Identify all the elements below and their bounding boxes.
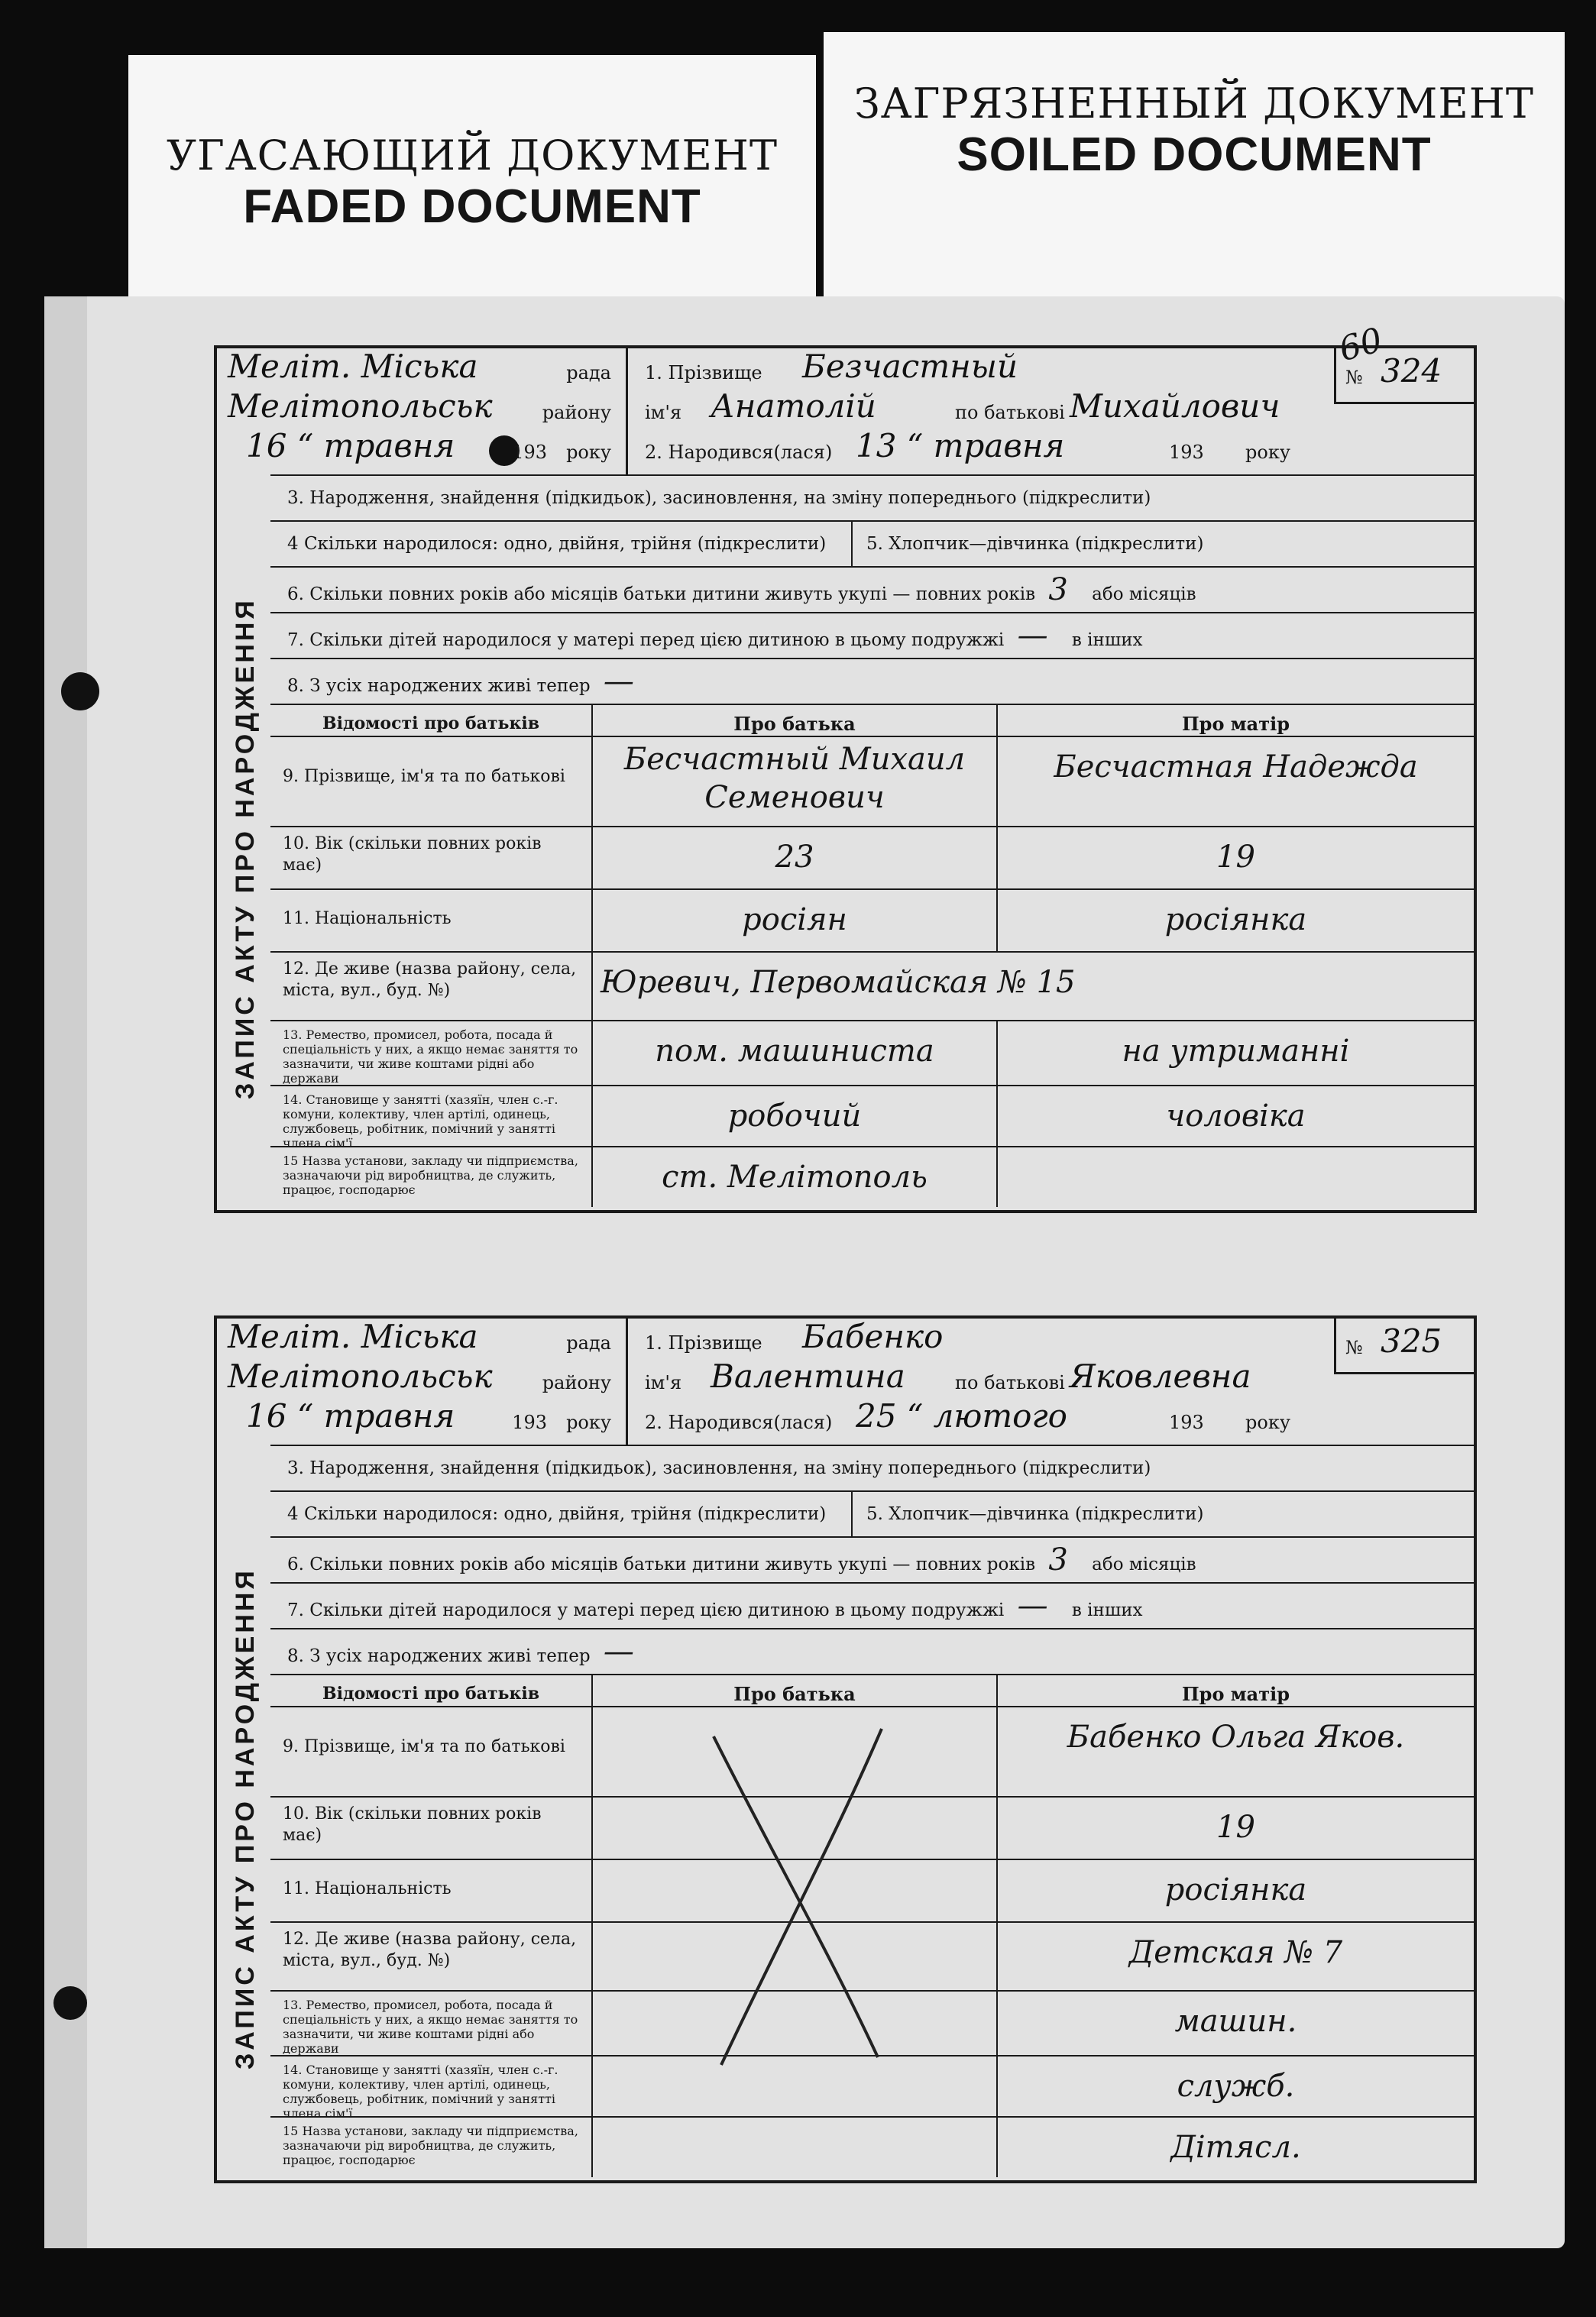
row-3 bbox=[270, 1445, 1474, 1490]
child-patronymic: Михайлович bbox=[1070, 387, 1280, 425]
side-label: ЗАПИС АКТУ ПРО НАРОДЖЕННЯ bbox=[231, 1568, 260, 2070]
birth-act-324 bbox=[214, 320, 1477, 1213]
children-before: — bbox=[1017, 618, 1048, 653]
row-5-text: 5. Хлопчик—дівчинка (підкреслити) bbox=[866, 534, 1204, 554]
col-info: Відомості про батьків bbox=[322, 1684, 539, 1704]
mother-status: чоловіка bbox=[1166, 1099, 1306, 1134]
r10-label: 10. Вік (скільки повних років має) bbox=[283, 834, 542, 875]
row-6 bbox=[270, 566, 1474, 612]
rayon-label: району bbox=[542, 1372, 611, 1393]
row-7-text: 7. Скільки дітей народилося у матері перед цією дитиною в цьому подружжі bbox=[287, 1600, 1005, 1620]
col-father: Про батька bbox=[591, 1675, 996, 1706]
header-registry bbox=[217, 348, 622, 474]
born-label: 2. Народився(лася) bbox=[645, 1412, 833, 1433]
col-info: Відомості про батьків bbox=[322, 714, 539, 733]
row-3 bbox=[270, 474, 1474, 520]
reg-date-value: 16 “ травня bbox=[246, 427, 455, 464]
child-name: Анатолій bbox=[711, 387, 876, 425]
reg-date-value: 16 “ травня bbox=[246, 1397, 455, 1435]
children-before: — bbox=[1017, 1588, 1048, 1623]
binding-spine bbox=[44, 296, 87, 2248]
roku-label: року bbox=[566, 1412, 611, 1433]
soiled-label-ru: ЗАГРЯЗНЕННЫЙ ДОКУМЕНТ bbox=[854, 79, 1534, 128]
act-number: 324 bbox=[1381, 352, 1442, 390]
alive-now: — bbox=[603, 1634, 634, 1669]
faded-document-label bbox=[128, 55, 816, 299]
mother-job: машин. bbox=[1174, 2004, 1297, 2039]
child-surname: Безчастный bbox=[802, 348, 1018, 385]
no-label: № bbox=[1345, 1337, 1363, 1358]
row-7 bbox=[270, 1582, 1474, 1628]
father-age: 23 bbox=[775, 840, 814, 875]
mother-work: Дітясл. bbox=[1170, 2130, 1301, 2165]
corner-pencil-mark: 60 bbox=[1335, 320, 1387, 370]
born-label: 2. Народився(лася) bbox=[645, 442, 833, 463]
address: Детская № 7 bbox=[1128, 1935, 1343, 1970]
years-together: 3 bbox=[1048, 572, 1068, 607]
faded-label-en: FADED DOCUMENT bbox=[243, 180, 701, 233]
row-8 bbox=[270, 1628, 1474, 1674]
r13-label: 13. Ремество, промисел, робота, посада й спеціальність у них, а якщо немає заняття то зазначити, чи живе коштами рідні або держави bbox=[283, 1998, 578, 2056]
faded-label-ru: УГАСАЮЩИЙ ДОКУМЕНТ bbox=[166, 131, 779, 180]
mother-job: на утриманні bbox=[1122, 1034, 1350, 1069]
district-value: Мелітопольськ bbox=[228, 387, 493, 425]
row-8-text: 8. З усіх народжених живі тепер bbox=[287, 1646, 591, 1666]
act-number-box bbox=[1334, 1319, 1474, 1374]
mother-age: 19 bbox=[1216, 840, 1255, 875]
father-work: ст. Мелітополь bbox=[662, 1160, 927, 1195]
years-together: 3 bbox=[1048, 1542, 1068, 1578]
row-7 bbox=[270, 612, 1474, 658]
row-3-text: 3. Народження, знайдення (підкидьок), засиновлення, на зміну попереднього (підкреслити) bbox=[287, 488, 1151, 508]
mother-name: Бесчастная Надежда bbox=[1054, 749, 1418, 785]
row-7-other: в інших bbox=[1071, 630, 1143, 650]
birth-date: 25 “ лютого bbox=[856, 1397, 1067, 1435]
name-label: ім'я bbox=[645, 402, 682, 423]
mother-age: 19 bbox=[1216, 1810, 1255, 1845]
r11-label: 11. Національність bbox=[283, 909, 452, 928]
row-4-5 bbox=[270, 520, 1474, 566]
row-7-other: в інших bbox=[1071, 1600, 1143, 1620]
row-6 bbox=[270, 1536, 1474, 1582]
year-prefix: 193 bbox=[512, 1412, 547, 1433]
patronymic-label: по батькові bbox=[955, 1372, 1065, 1393]
parents-table bbox=[270, 704, 1474, 1209]
r12-label: 12. Де живе (назва району, села, міста, вул., буд. №) bbox=[283, 959, 577, 1000]
year-prefix: 193 bbox=[1169, 1412, 1204, 1433]
no-label: № bbox=[1345, 367, 1363, 388]
r13-label: 13. Ремество, промисел, робота, посада й спеціальність у них, а якщо немає заняття то зазначити, чи живе коштами рідні або держави bbox=[283, 1027, 578, 1086]
r9-label: 9. Прізвище, ім'я та по батькові bbox=[283, 767, 565, 786]
roku-label: року bbox=[1245, 442, 1290, 463]
rada-label: рада bbox=[566, 1332, 611, 1354]
father-status: робочий bbox=[727, 1099, 862, 1134]
birth-date: 13 “ травня bbox=[856, 427, 1065, 464]
father-name-1: Бесчастный Михаил bbox=[623, 742, 966, 777]
council-value: Мелiт. Міська bbox=[228, 1318, 478, 1355]
name-label: ім'я bbox=[645, 1372, 682, 1393]
row-7-text: 7. Скільки дітей народилося у матері перед цією дитиною в цьому подружжі bbox=[287, 630, 1005, 650]
row-4-text: 4 Скільки народилося: одно, двійня, трійня (підкреслити) bbox=[287, 534, 827, 554]
mother-nationality: росіянка bbox=[1164, 1872, 1307, 1908]
council-value: Мелiт. Міська bbox=[228, 348, 478, 385]
header-child bbox=[626, 1319, 1331, 1445]
binding-hole bbox=[53, 1986, 87, 2020]
parents-table bbox=[270, 1674, 1474, 2179]
soiled-document-label bbox=[824, 32, 1565, 307]
header-child bbox=[626, 348, 1331, 474]
r9-label: 9. Прізвище, ім'я та по батькові bbox=[283, 1737, 565, 1756]
mother-status: служб. bbox=[1177, 2069, 1295, 2104]
child-patronymic: Яковлевна bbox=[1070, 1358, 1251, 1395]
r15-label: 15 Назва установи, закладу чи підприємства, зазначаючи рід виробництва, де служить, працює, господарює bbox=[283, 2124, 578, 2167]
rada-label: рада bbox=[566, 362, 611, 383]
patronymic-label: по батькові bbox=[955, 402, 1065, 423]
row-6-months: або місяців bbox=[1092, 1555, 1196, 1574]
birth-act-325 bbox=[214, 1315, 1477, 2183]
col-mother: Про матір bbox=[996, 705, 1474, 736]
col-father: Про батька bbox=[591, 705, 996, 736]
col-mother: Про матір bbox=[996, 1675, 1474, 1706]
rayon-label: району bbox=[542, 402, 611, 423]
child-surname: Бабенко bbox=[802, 1318, 944, 1355]
year-prefix: 193 bbox=[512, 442, 547, 463]
row-8 bbox=[270, 658, 1474, 704]
row-5-text: 5. Хлопчик—дівчинка (підкреслити) bbox=[866, 1504, 1204, 1524]
r14-label: 14. Становище у занятті (хазяїн, член с.-г. комуни, колективу, член артілі, одинець, службовець, робітник, помічний у занятті члена сім'ї bbox=[283, 2063, 558, 2121]
mother-nationality: росіянка bbox=[1164, 902, 1307, 937]
father-crossed-out-mark bbox=[706, 1721, 889, 2073]
father-nationality: росіян bbox=[742, 902, 847, 937]
row-6-months: або місяців bbox=[1092, 584, 1196, 604]
row-3-text: 3. Народження, знайдення (підкидьок), засиновлення, на зміну попереднього (підкреслити) bbox=[287, 1458, 1151, 1478]
r15-label: 15 Назва установи, закладу чи підприємства, зазначаючи рід виробництва, де служить, працює, господарює bbox=[283, 1154, 578, 1197]
father-job: пом. машиниста bbox=[655, 1034, 934, 1069]
header-registry bbox=[217, 1319, 622, 1445]
surname-label: 1. Прізвище bbox=[645, 362, 762, 383]
roku-label: року bbox=[566, 442, 611, 463]
binding-hole bbox=[61, 672, 99, 710]
side-label: ЗАПИС АКТУ ПРО НАРОДЖЕННЯ bbox=[231, 597, 260, 1100]
surname-label: 1. Прізвище bbox=[645, 1332, 762, 1354]
row-6-text: 6. Скільки повних років або місяців батьки дитини живуть укупі — повних років bbox=[287, 584, 1036, 604]
row-6-text: 6. Скільки повних років або місяців батьки дитини живуть укупі — повних років bbox=[287, 1555, 1036, 1574]
r10-label: 10. Вік (скільки повних років має) bbox=[283, 1804, 542, 1845]
roku-label: року bbox=[1245, 1412, 1290, 1433]
soiled-label-en: SOILED DOCUMENT bbox=[957, 128, 1432, 181]
mother-name: Бабенко Ольга Яков. bbox=[1067, 1720, 1405, 1755]
child-name: Валентина bbox=[711, 1358, 905, 1395]
row-4-text: 4 Скільки народилося: одно, двійня, трійня (підкреслити) bbox=[287, 1504, 827, 1524]
alive-now: — bbox=[603, 664, 634, 699]
district-value: Мелітопольськ bbox=[228, 1358, 493, 1395]
father-name-2: Семенович bbox=[704, 780, 885, 815]
year-prefix: 193 bbox=[1169, 442, 1204, 463]
act-number: 325 bbox=[1381, 1322, 1442, 1360]
r11-label: 11. Національність bbox=[283, 1879, 452, 1898]
row-8-text: 8. З усіх народжених живі тепер bbox=[287, 676, 591, 696]
r12-label: 12. Де живе (назва району, села, міста, вул., буд. №) bbox=[283, 1930, 577, 1970]
r14-label: 14. Становище у занятті (хазяїн, член с.-г. комуни, колективу, член артілі, одинець, службовець, робітник, помічний у занятті члена сім'ї bbox=[283, 1092, 558, 1150]
row-4-5 bbox=[270, 1490, 1474, 1536]
address: Юревич, Первомайская № 15 bbox=[601, 965, 1076, 1000]
